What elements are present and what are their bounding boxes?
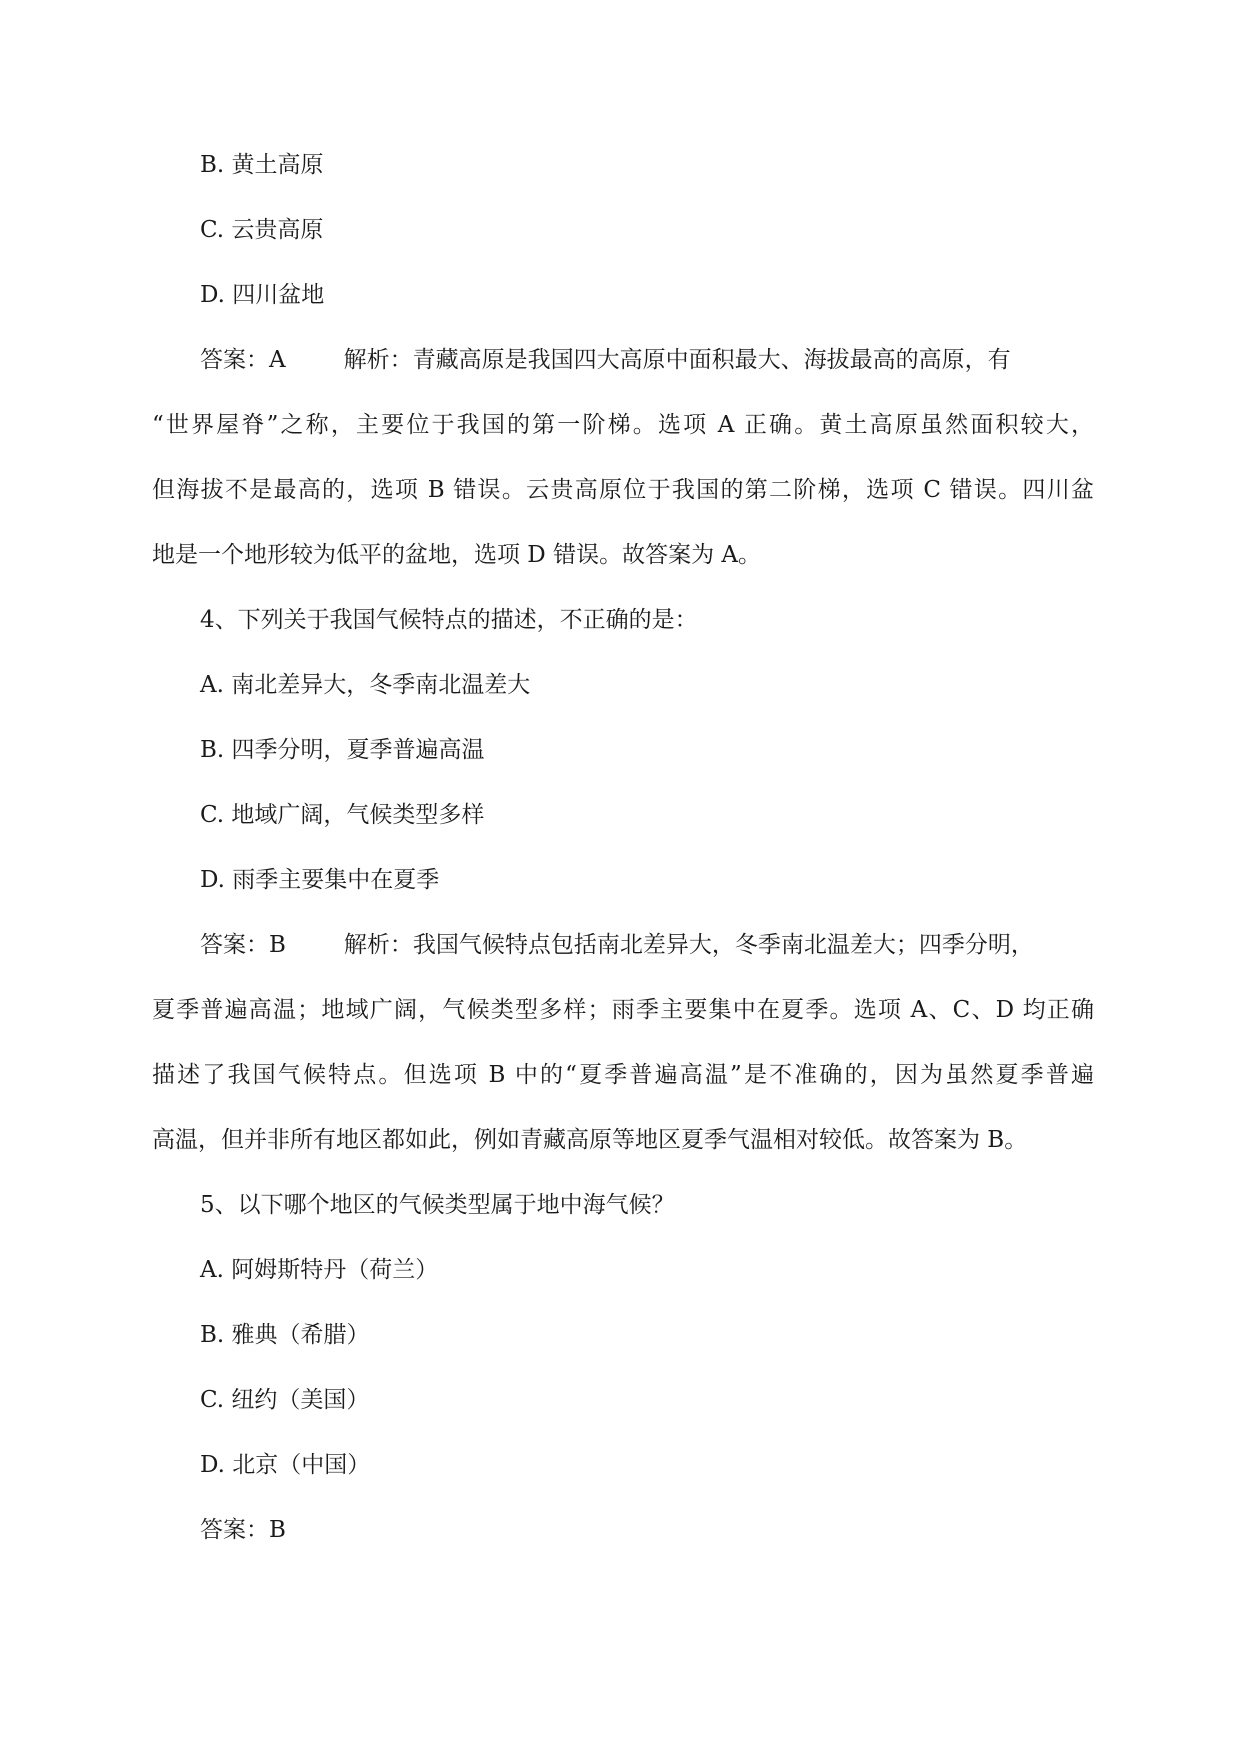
q4-analysis-line-2: 夏季普遍高温；地域广阔，气候类型多样；雨季主要集中在夏季。选项 A、C、D 均正确 xyxy=(152,997,1094,1023)
q4-option-c: C. 地域广阔，气候类型多样 xyxy=(200,802,485,828)
q3-answer-line xyxy=(200,345,1011,375)
q5-answer: 答案：B xyxy=(200,1517,286,1543)
q4-analysis-line-3: 描述了我国气候特点。但选项 B 中的“夏季普遍高温”是不准确的，因为虽然夏季普遍 xyxy=(152,1062,1094,1088)
q4-option-b: B. 四季分明，夏季普遍高温 xyxy=(200,737,485,763)
q4-answer: 答案：B xyxy=(200,932,286,958)
q5-option-d: D. 北京（中国） xyxy=(200,1452,371,1478)
q3-option-b: B. 黄土高原 xyxy=(200,152,324,178)
q4-question: 4、下列关于我国气候特点的描述，不正确的是： xyxy=(200,607,698,633)
q5-option-c: C. 纽约（美国） xyxy=(200,1387,370,1413)
q4-option-a: A. 南北差异大，冬季南北温差大 xyxy=(200,672,531,698)
q3-analysis-line-3: 但海拔不是最高的，选项 B 错误。云贵高原位于我国的第二阶梯，选项 C 错误。四川盆 xyxy=(152,477,1094,503)
q4-analysis-line-4: 高温，但并非所有地区都如此，例如青藏高原等地区夏季气温相对较低。故答案为 B。 xyxy=(152,1127,1028,1153)
q3-option-d: D. 四川盆地 xyxy=(200,282,325,308)
q4-option-d: D. 雨季主要集中在夏季 xyxy=(200,867,440,893)
q3-analysis-line-4: 地是一个地形较为低平的盆地，选项 D 错误。故答案为 A。 xyxy=(152,542,761,568)
q3-analysis-line-1: 解析：青藏高原是我国四大高原中面积最大、海拔最高的高原，有 xyxy=(343,347,1011,373)
q3-analysis-line-2: “世界屋脊”之称，主要位于我国的第一阶梯。选项 A 正确。黄土高原虽然面积较大， xyxy=(152,412,1094,438)
q5-option-b: B. 雅典（希腊） xyxy=(200,1322,370,1348)
q5-option-a: A. 阿姆斯特丹（荷兰） xyxy=(200,1257,439,1283)
q4-answer-line xyxy=(200,930,1034,960)
q3-option-c: C. 云贵高原 xyxy=(200,217,324,243)
q5-question: 5、以下哪个地区的气候类型属于地中海气候？ xyxy=(200,1192,675,1218)
q3-answer: 答案：A xyxy=(200,347,286,373)
q4-analysis-line-1: 解析：我国气候特点包括南北差异大，冬季南北温差大；四季分明， xyxy=(343,932,1034,958)
